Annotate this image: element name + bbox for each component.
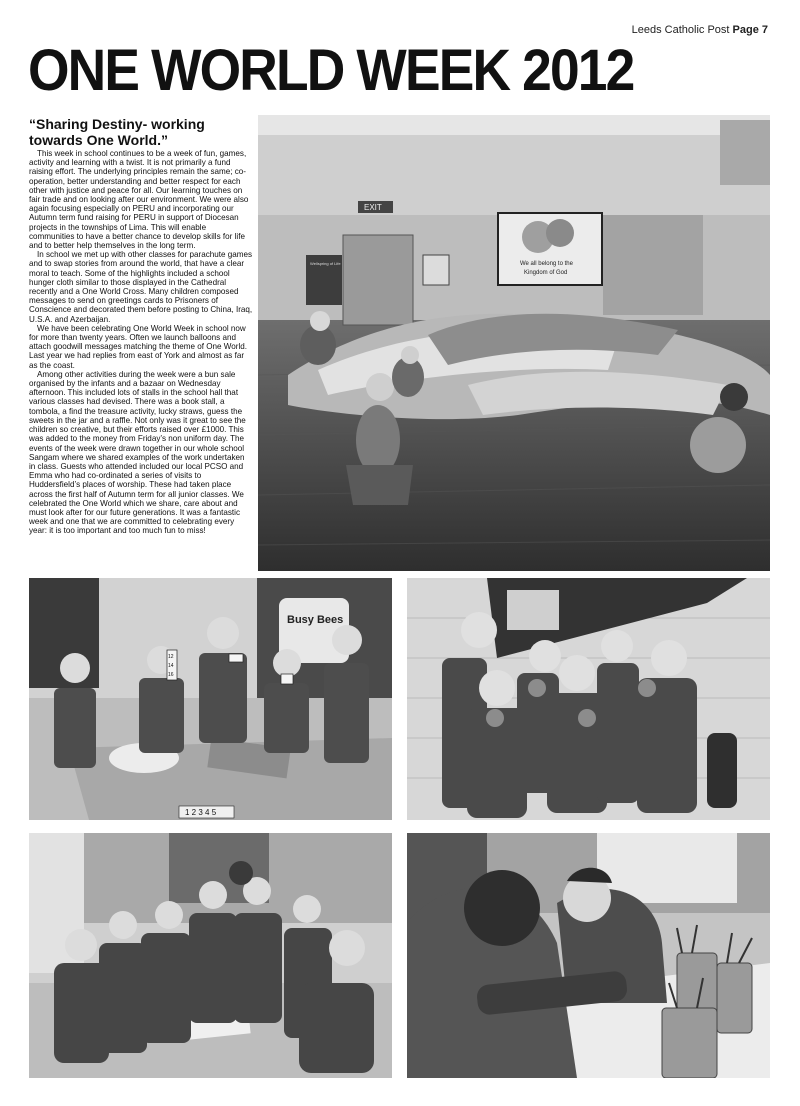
article-paragraph: We have been celebrating One World Week in school now for more than twenty years. Often we launch balloons and attach goodwill messages matching the theme of One World. Last year we had replies from east of York and almost as far as the coast.: [29, 323, 248, 370]
page-title: ONE WORLD WEEK 2012: [28, 38, 634, 103]
photo-children-paper-hands: [407, 578, 770, 820]
article: [29, 116, 253, 536]
photo-craft-activity: [407, 833, 770, 1078]
publication-name: Leeds Catholic Post: [631, 24, 730, 36]
article-subheading: “Sharing Destiny- working towards One World.”: [29, 116, 205, 148]
number-strip: 1 2 3 4 5: [185, 808, 217, 817]
number-card: 12: [168, 654, 174, 660]
page-header: [632, 24, 768, 36]
classroom-sign: Busy Bees: [287, 614, 344, 626]
banner-text: Wellspring of Life: [310, 261, 341, 266]
photo-children-sitting: [29, 833, 392, 1078]
number-card: 16: [168, 672, 174, 678]
article-paragraph: Among other activities during the week were a bun sale organised by the infants and a bazaar on Wednesday afternoon. This included lots of stalls in the school hall that various classes had devised. There was a book stall, a tombola, a find the treasure activity, lucky straws, guess the sweets in the jar and a raffle. Not only was it great to see the children so creative, but their efforts raised over £1000. This was added to the money from Friday’s non uniform day. The events of the week were drawn together in our whole school Sangam where we shared examples of the work undertaken in class. Guests who attended included our local PCSO and Emma who had co-ordinated a series of visits to Huddersfield’s places of worship. These had taken place across the first half of Autumn term for all junior classes. We celebrated the One World which we share, care about and must look after for our future generations. It was a fantastic week and one that we are committed to celebrating every year: it is too important and too much fun to miss!: [29, 369, 246, 536]
photo-classroom-number-cards: [29, 578, 392, 820]
article-paragraph: This week in school continues to be a week of fun, games, activity and learning with a twist. It is not primarily a fund raising effort. The underlying principles remain the same; co-operation, better understanding and better respect for each other with justice and peace for all. Our learning touches on fair trade and on looking after our environment. We were also again focusing especially on PERU and incorporating our Autumn term fund raising for PERU in support of Diocesan projects in the townships of Lima. This will enable communities to have a better chance to develop skills for life and to better help themselves in the long term.: [29, 149, 249, 251]
number-card: 14: [168, 663, 174, 669]
photo-parachute-game: [258, 115, 770, 571]
poster-line-1: We all belong to the: [520, 261, 573, 267]
page-number: Page 7: [732, 24, 768, 36]
article-paragraph: In school we met up with other classes for parachute games and to swap stories from around the world, that have a clear moral to teach. Some of the highlights included a school hunger cloth similar to those displayed in the Cathedral recently and a One World Cross. Many children composed messages to send on greetings cards to Prisoners of Conscience and decorated them before posting to China, Iraq, U.S.A. and Azerbaijan.: [29, 250, 253, 324]
poster-line-2: Kingdom of God: [524, 270, 568, 276]
exit-sign: EXIT: [364, 203, 382, 212]
